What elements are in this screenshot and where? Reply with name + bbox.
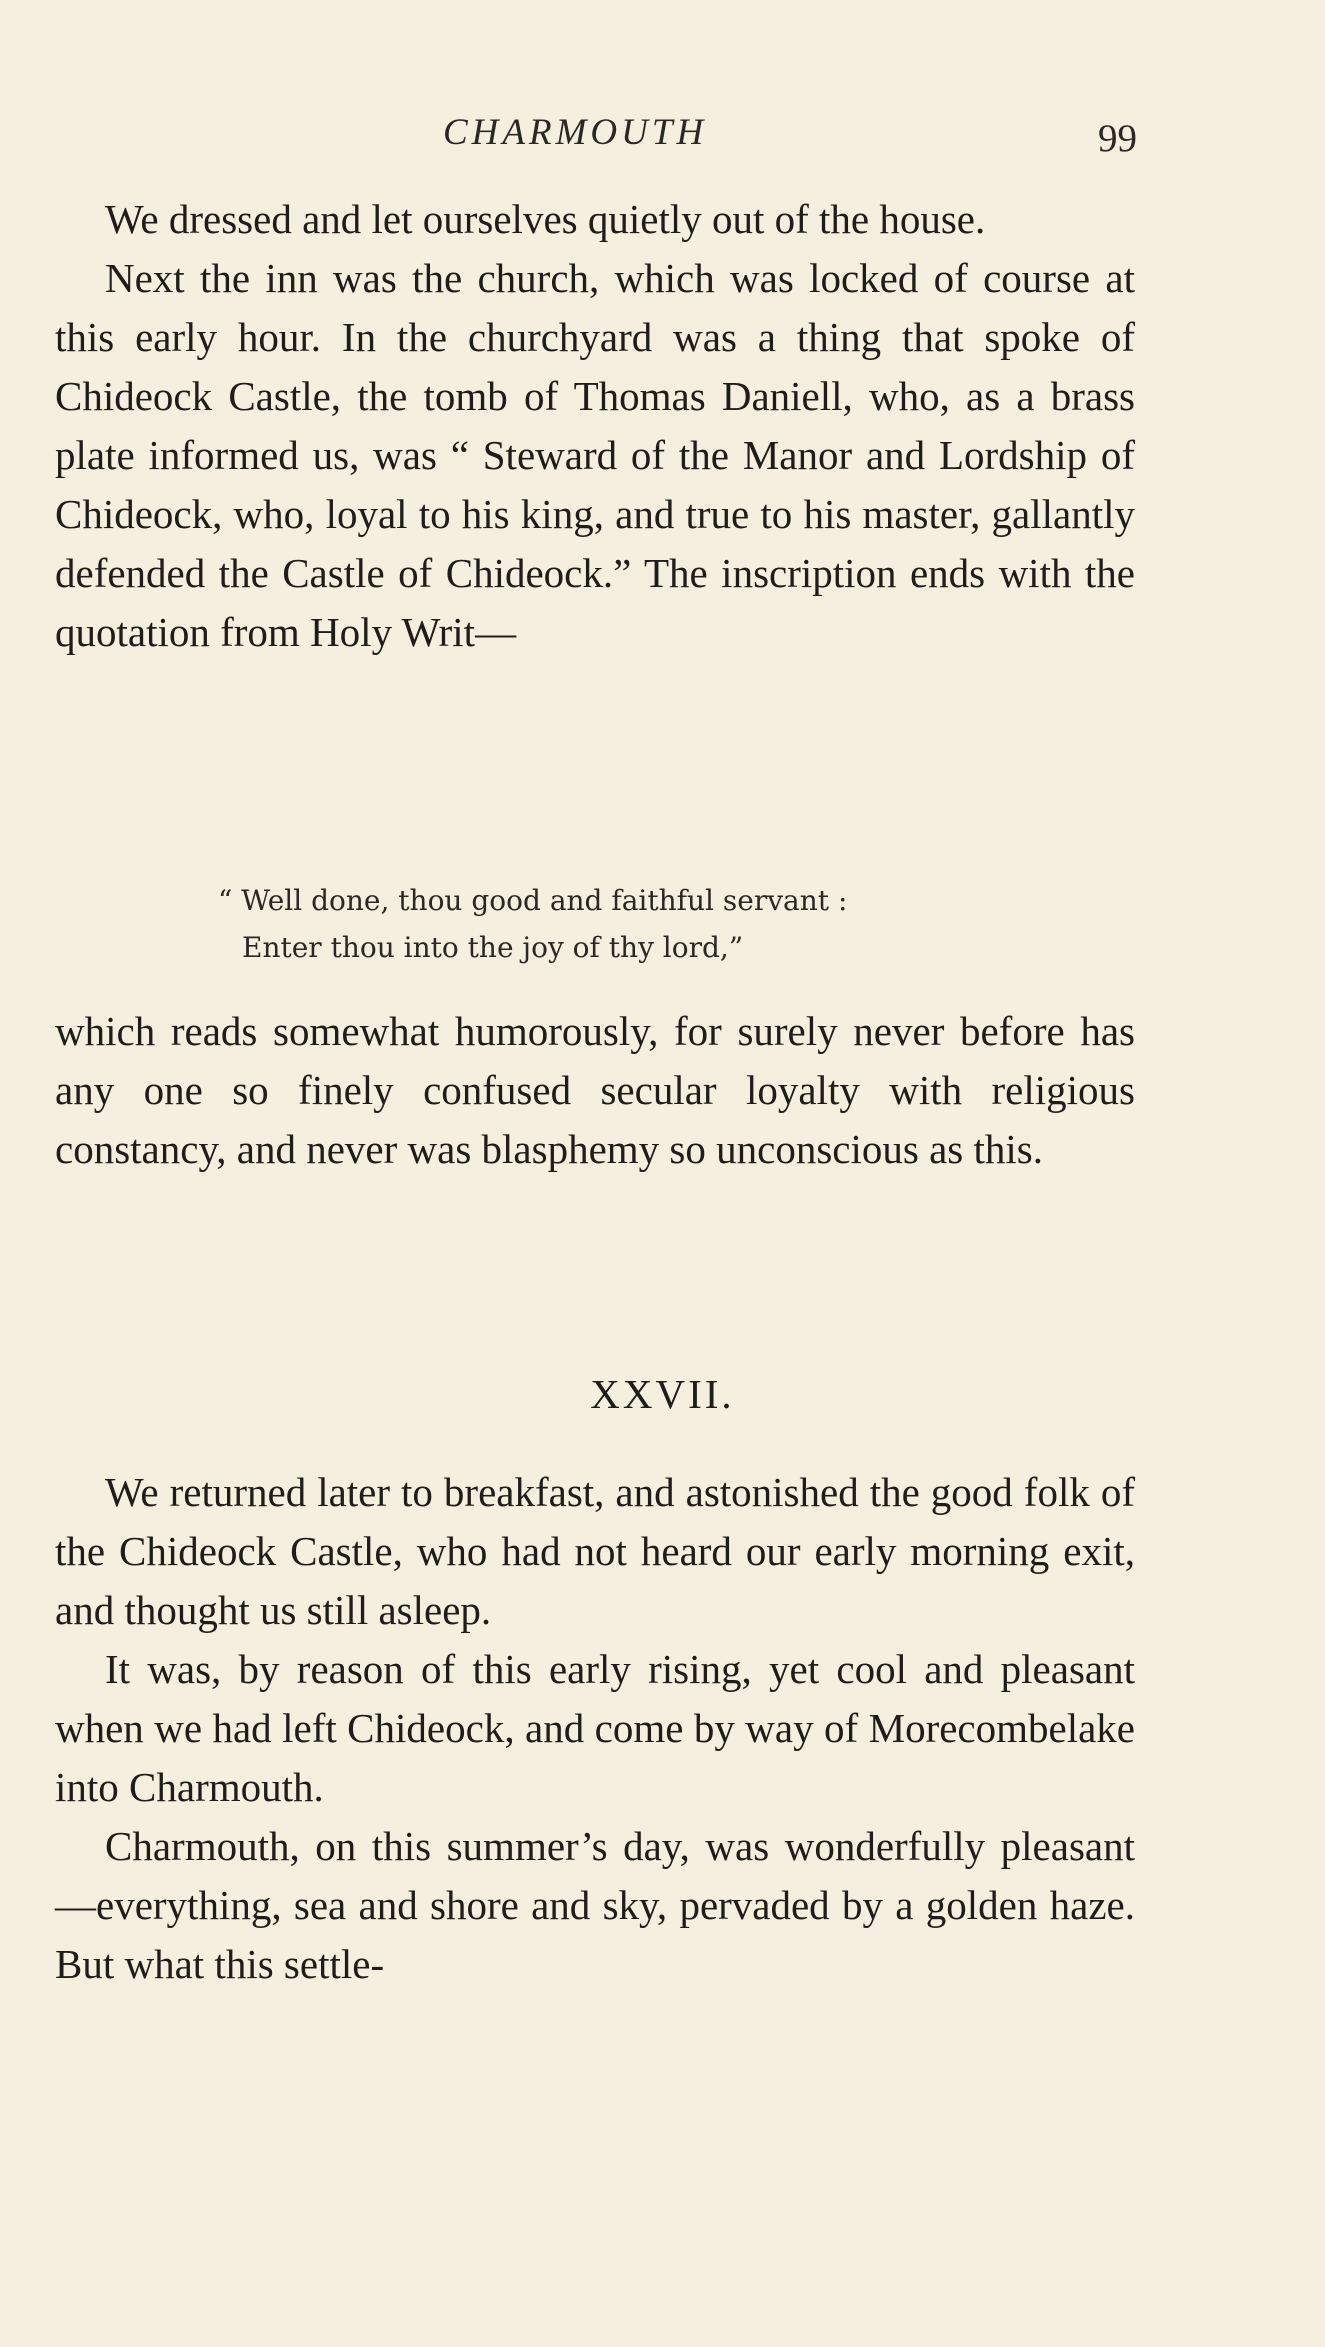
paragraph: which reads somewhat humorously, for surely never before has any one so finely confused secular loyalty with religious constancy, and never was blasphemy so unconscious as this. <box>55 1008 1135 1172</box>
paragraph: We dressed and let ourselves quietly out of the house. <box>105 196 986 242</box>
quotation-line: Enter thou into the joy of thy lord,” <box>242 931 744 964</box>
paragraph: It was, by reason of this early rising, yet cool and pleasant when we had left Chideock, and come by way of Morecombelake into Charmouth. <box>55 1646 1135 1810</box>
text-block-1 <box>55 190 1135 662</box>
chapter-heading: XXVII. <box>590 1371 735 1417</box>
running-title: CHARMOUTH <box>443 112 708 153</box>
paragraph: Charmouth, on this summer’s day, was wonderfully pleasant—everything, sea and shore and sky, pervaded by a golden haze. But what this settle- <box>55 1823 1135 1987</box>
paragraph: We returned later to breakfast, and astonished the good folk of the Chideock Castle, who had not heard our early morning exit, and thought us still asleep. <box>55 1469 1135 1633</box>
paragraph: Next the inn was the church, which was locked of course at this early hour. In the churchyard was a thing that spoke of Chideock Castle, the tomb of Thomas Daniell, who, as a brass plate informed us, was “ Steward of the Manor and Lordship of Chideock, who, loyal to his king, and true to his master, gallantly defended the Castle of Chideock.” The inscription ends with the quotation from Holy Writ— <box>55 255 1135 655</box>
running-head <box>0 108 1325 158</box>
text-block-3 <box>55 1463 1135 1994</box>
page-number: 99 <box>1098 117 1137 160</box>
quotation-line: “ Well done, thou good and faithful servant : <box>218 884 848 917</box>
text-block-2 <box>55 1002 1135 1179</box>
block-quotation <box>218 877 1018 971</box>
